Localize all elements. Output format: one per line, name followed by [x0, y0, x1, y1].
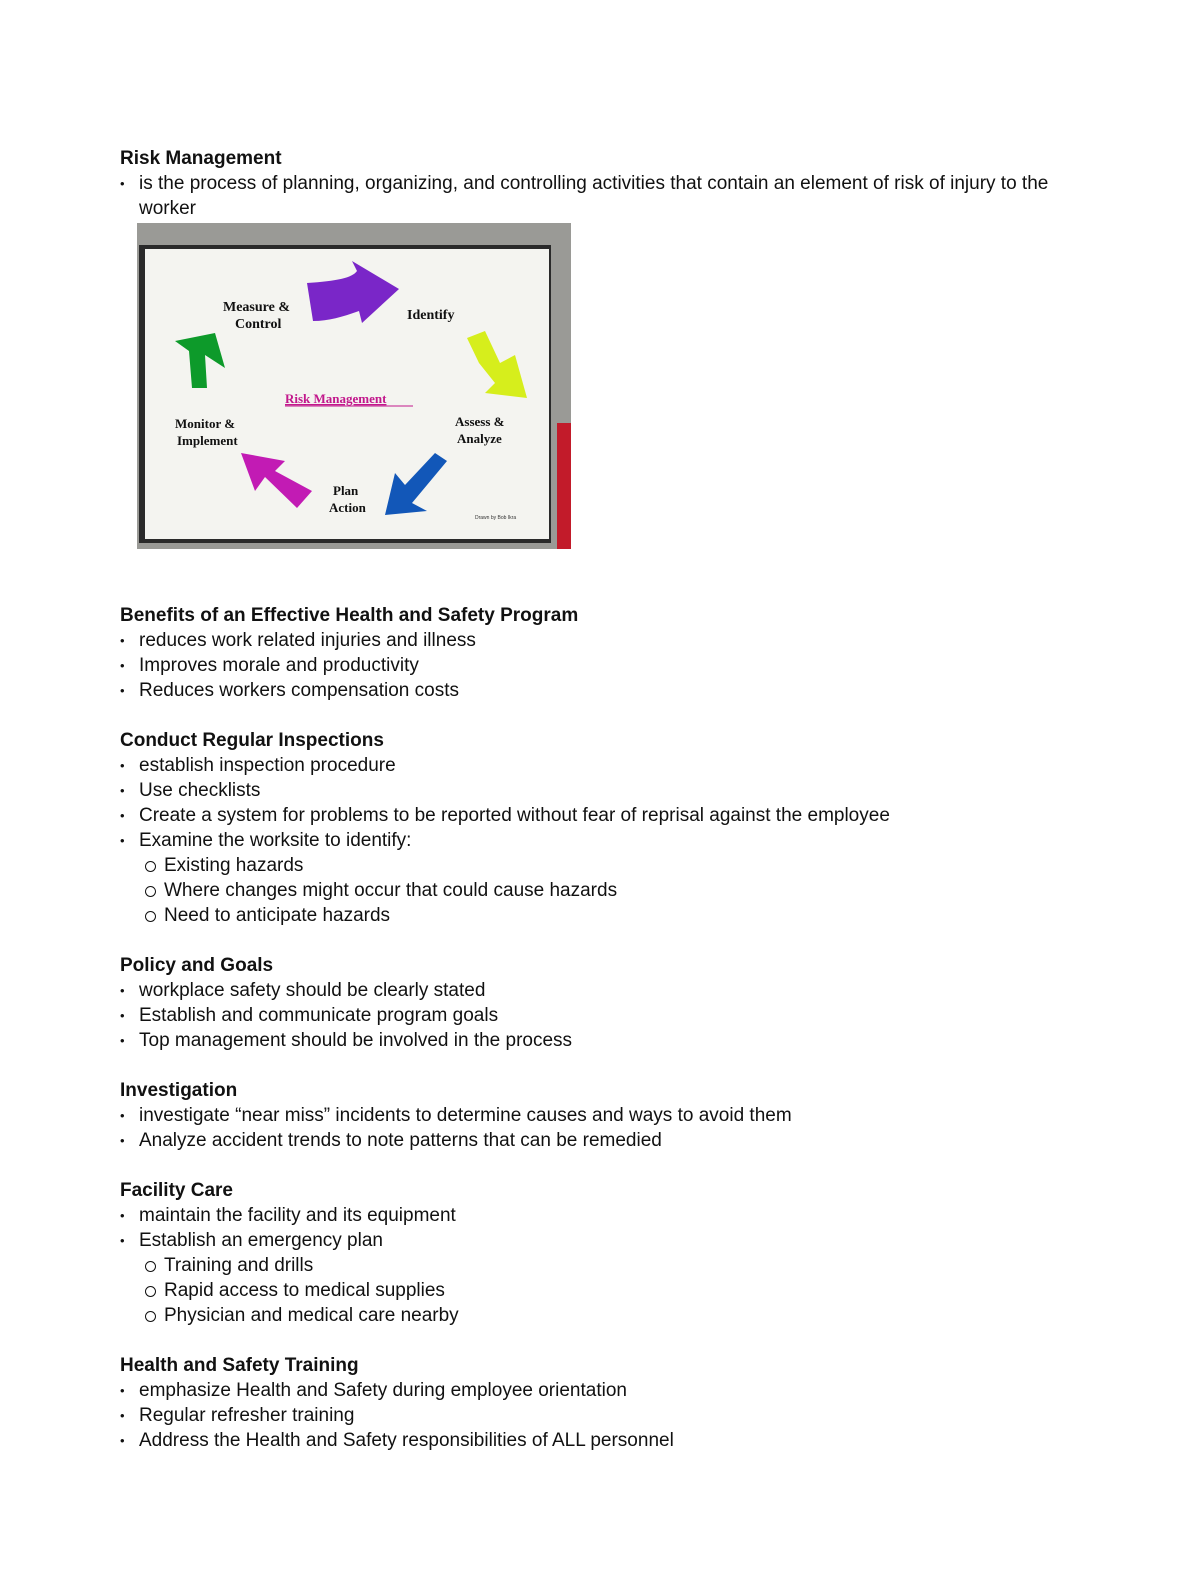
document-page: [120, 146, 1080, 1453]
step-label: Control: [235, 317, 282, 332]
list-item: • is the process of planning, organizing, and controlling activities that contain an element of risk of injury to the worker: [120, 171, 1080, 221]
list-item: • investigate “near miss” incidents to determine causes and ways to avoid them: [120, 1103, 1080, 1128]
step-label: Identify: [407, 308, 455, 323]
step-label: Monitor &: [175, 416, 236, 431]
step-label: Implement: [177, 433, 238, 448]
bullet-list: [120, 171, 1080, 221]
section-benefits: [120, 603, 1080, 703]
section-investigation: [120, 1078, 1080, 1153]
section-facility-care: [120, 1178, 1080, 1328]
bullet-list: [120, 1103, 1080, 1153]
list-item: • Reduces workers compensation costs: [120, 678, 1080, 703]
sub-list: [120, 1253, 1080, 1328]
bullet-list: [120, 753, 1080, 853]
section-risk-management: [120, 146, 1080, 549]
list-item: • Address the Health and Safety responsibilities of ALL personnel: [120, 1428, 1080, 1453]
list-item: • maintain the facility and its equipment: [120, 1203, 1080, 1228]
section-inspections: [120, 728, 1080, 928]
diagram-center-title: Risk Management: [285, 391, 387, 406]
bullet-list: [120, 1378, 1080, 1453]
list-item: • Top management should be involved in the process: [120, 1028, 1080, 1053]
sub-list-item: Training and drills: [143, 1253, 1080, 1278]
diagram-footer: Drawn by Bob Ikra: [475, 515, 517, 521]
list-item: • reduces work related injuries and illness: [120, 628, 1080, 653]
list-item: • Establish an emergency plan: [120, 1228, 1080, 1253]
section-heading: Policy and Goals: [120, 955, 274, 976]
sub-list-item: Existing hazards: [143, 853, 1080, 878]
list-item: • Create a system for problems to be reported without fear of reprisal against the employee: [120, 803, 1080, 828]
bullet-list: [120, 628, 1080, 703]
sub-list-item: Where changes might occur that could cause hazards: [143, 878, 1080, 903]
sub-list-item: Need to anticipate hazards: [143, 903, 1080, 928]
list-item: • Use checklists: [120, 778, 1080, 803]
step-label: Analyze: [457, 431, 502, 446]
list-item: • Analyze accident trends to note patterns that can be remedied: [120, 1128, 1080, 1153]
list-item: • Regular refresher training: [120, 1403, 1080, 1428]
list-item: • workplace safety should be clearly stated: [120, 978, 1080, 1003]
section-heading: Benefits of an Effective Health and Safety Program: [120, 605, 579, 626]
step-label: Plan: [333, 483, 359, 498]
list-item: • Examine the worksite to identify:: [120, 828, 1080, 853]
section-heading: Health and Safety Training: [120, 1355, 359, 1376]
section-policy-goals: [120, 953, 1080, 1053]
step-label: Action: [329, 500, 366, 515]
sub-list: [120, 853, 1080, 928]
step-label: Assess &: [455, 414, 505, 429]
sub-list-item: Rapid access to medical supplies: [143, 1278, 1080, 1303]
list-item: • establish inspection procedure: [120, 753, 1080, 778]
section-heading: Investigation: [120, 1080, 238, 1101]
risk-management-cycle-photo: [137, 223, 571, 549]
bullet-list: [120, 1203, 1080, 1253]
sub-list-item: Physician and medical care nearby: [143, 1303, 1080, 1328]
section-heading: Conduct Regular Inspections: [120, 730, 384, 751]
section-heading: Risk Management: [120, 148, 282, 169]
list-item: • Establish and communicate program goals: [120, 1003, 1080, 1028]
list-item: • Improves morale and productivity: [120, 653, 1080, 678]
bullet-list: [120, 978, 1080, 1053]
section-heading: Facility Care: [120, 1180, 233, 1201]
step-label: Measure &: [223, 300, 290, 315]
section-training: [120, 1353, 1080, 1453]
list-item: • emphasize Health and Safety during employee orientation: [120, 1378, 1080, 1403]
